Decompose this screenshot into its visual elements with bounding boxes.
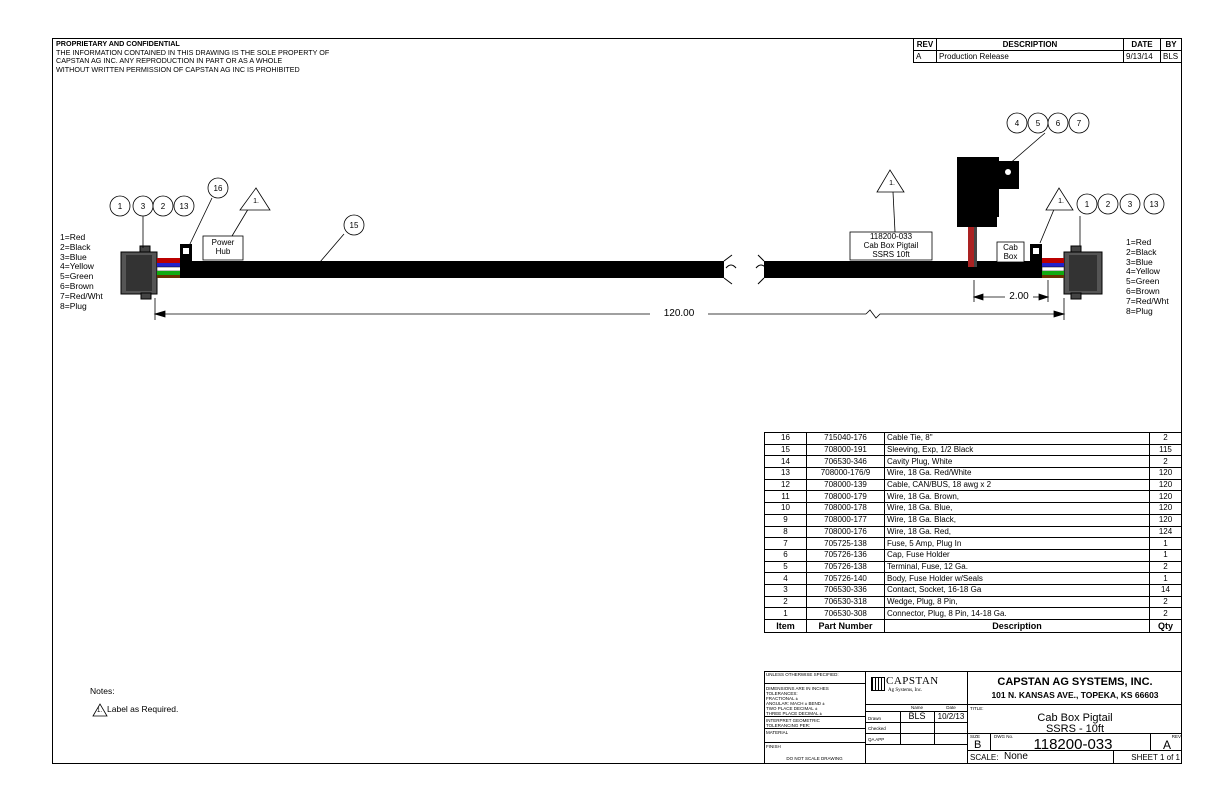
bom-description: Wire, 18 Ga. Red/White [885, 468, 1150, 480]
legend-item: 4=Yellow [1126, 266, 1160, 277]
bom-header-item: Item [765, 620, 807, 633]
scale-value: None [1004, 751, 1028, 762]
approval-grid [866, 705, 968, 764]
bom-header-part: Part Number [807, 620, 885, 633]
drawn-label: Drawn [868, 716, 882, 721]
bom-item: 13 [765, 468, 807, 480]
balloon-label: 1 [1084, 200, 1090, 209]
bom-description: Body, Fuse Holder w/Seals [885, 573, 1150, 585]
bom-part-number: 705726-136 [807, 549, 885, 561]
bom-description: Cable, CAN/BUS, 18 awg x 2 [885, 479, 1150, 491]
tb-dimensions: DIMENSIONS ARE IN INCHES [766, 686, 829, 691]
bom-row [765, 538, 1182, 550]
note-1 [92, 703, 178, 717]
drawing-title [968, 713, 1182, 735]
dwg-no-area [968, 734, 1182, 751]
tb-fractional: FRACTIONAL ± [766, 696, 799, 701]
legend-item: 5=Green [60, 271, 94, 282]
bom-row [765, 433, 1182, 445]
tb-interpret: INTERPRET GEOMETRIC [766, 718, 820, 723]
bom-part-number: 708000-179 [807, 491, 885, 503]
bom-part-number: 708000-177 [807, 514, 885, 526]
tb-tolerancing: TOLERANCING PER: [764, 723, 865, 729]
legend-item: 2=Black [60, 241, 91, 252]
cab-box-label [997, 243, 1024, 261]
label-line: Cab Box Pigtail [863, 241, 919, 250]
label-line: Power [211, 238, 235, 247]
bom-qty: 2 [1150, 433, 1182, 445]
balloon-label: 5 [1035, 119, 1041, 128]
tb-two-place: TWO PLACE DECIMAL ± [766, 706, 818, 711]
bom-part-number: 706530-308 [807, 608, 885, 620]
bom-item: 12 [765, 479, 807, 491]
title-block [764, 671, 1182, 764]
balloon-label: 2 [1105, 200, 1111, 209]
size-cell [968, 734, 991, 751]
left-pin-legend [60, 233, 103, 311]
break-mark [724, 255, 732, 284]
bom-part-number: 708000-176 [807, 526, 885, 538]
bom-part-number: 708000-191 [807, 444, 885, 456]
bom-item: 8 [765, 526, 807, 538]
proprietary-line: THE INFORMATION CONTAINED IN THIS DRAWING IS THE SOLE PROPERTY OF [56, 47, 330, 57]
sheet-number: SHEET 1 of 1 [1131, 753, 1180, 762]
flag-triangles [240, 170, 1073, 210]
bom-item: 9 [765, 514, 807, 526]
title-line: Cab Box Pigtail [1037, 712, 1113, 724]
bom-qty: 124 [1150, 526, 1182, 538]
bom-description: Wire, 18 Ga. Red, [885, 526, 1150, 538]
rev-header: REV [914, 39, 937, 51]
bom-row [765, 561, 1182, 573]
bom-row [765, 444, 1182, 456]
bom-part-number: 706530-336 [807, 584, 885, 596]
bom-item: 15 [765, 444, 807, 456]
bom-item: 1 [765, 608, 807, 620]
cable-sleeve-right [764, 261, 1055, 278]
bom-description: Cavity Plug, White [885, 456, 1150, 468]
capstan-logo-icon [871, 677, 885, 691]
dimension-120 [155, 280, 1064, 320]
bom-item: 7 [765, 538, 807, 550]
bom-header-row [765, 620, 1182, 633]
legend-item: 3=Blue [1126, 256, 1153, 267]
balloon-label: 6 [1055, 119, 1061, 128]
bom-part-number: 715040-176 [807, 433, 885, 445]
legend-item: 6=Brown [1126, 285, 1160, 296]
company-name: CAPSTAN AG SYSTEMS, INC. [997, 676, 1153, 688]
balloon-label: 13 [1149, 200, 1159, 209]
bom-description: Wire, 18 Ga. Black, [885, 514, 1150, 526]
bom-qty: 2 [1150, 596, 1182, 608]
flag-label: 1. [253, 198, 259, 205]
proprietary-title: PROPRIETARY AND CONFIDENTIAL [56, 39, 180, 48]
bom-qty: 120 [1150, 468, 1182, 480]
bom-part-number: 706530-346 [807, 456, 885, 468]
bom-part-number: 705726-140 [807, 573, 885, 585]
legend-item: 6=Brown [60, 280, 94, 291]
title-label: TITLE: [970, 706, 984, 711]
tb-material: MATERIAL [764, 729, 865, 743]
label-line: 118200-033 [869, 232, 913, 241]
label-line: Hub [215, 247, 231, 256]
legend-item: 3=Blue [60, 251, 87, 262]
bom-row [765, 526, 1182, 538]
dwg-number: 118200-033 [1033, 736, 1113, 753]
bom-description: Cable Tie, 8" [885, 433, 1150, 445]
balloon-label: 3 [140, 202, 146, 211]
bom-description: Wire, 18 Ga. Blue, [885, 503, 1150, 515]
bom-qty: 2 [1150, 561, 1182, 573]
balloon-label: 2 [160, 202, 166, 211]
bom-qty: 1 [1150, 538, 1182, 550]
bom-row [765, 514, 1182, 526]
bom-row [765, 468, 1182, 480]
bom-description: Fuse, 5 Amp, Plug In [885, 538, 1150, 550]
notes-heading: Notes: [90, 686, 115, 696]
right-pin-legend [1126, 238, 1169, 316]
flag-label: 1. [889, 180, 895, 187]
bom-row [765, 549, 1182, 561]
power-hub-label [203, 238, 243, 256]
rev-label: REV [1171, 734, 1181, 739]
break-mark [758, 255, 764, 284]
name-header: Name [910, 705, 923, 710]
bom-item: 14 [765, 456, 807, 468]
bom-description: Terminal, Fuse, 12 Ga. [885, 561, 1150, 573]
bom-part-number: 705726-138 [807, 561, 885, 573]
leader-lines [143, 133, 1080, 262]
dimension-length-label: 120.00 [663, 308, 695, 319]
balloon-label: 16 [213, 184, 223, 193]
legend-item: 8=Plug [1126, 305, 1153, 316]
bom-row [765, 608, 1182, 620]
logo-area [866, 671, 968, 705]
rev-value-tb: A [1162, 738, 1171, 752]
tb-tolerances: TOLERANCES: [766, 691, 798, 696]
bom-part-number: 708000-176/9 [807, 468, 885, 480]
label-line: Cab [1003, 243, 1018, 252]
bom-item: 10 [765, 503, 807, 515]
bom-item: 3 [765, 584, 807, 596]
bom-row [765, 456, 1182, 468]
qa-label: QA APP [868, 737, 885, 742]
bom-qty: 2 [1150, 608, 1182, 620]
drawn-date: 10/2/13 [937, 712, 965, 721]
size-value: B [974, 739, 982, 751]
cable-sleeve-left [186, 261, 724, 278]
rev-cell [1150, 734, 1183, 751]
bom-part-number: 706530-318 [807, 596, 885, 608]
legend-item: 5=Green [1126, 276, 1160, 287]
title-line: SSRS - 10ft [1045, 723, 1105, 735]
bom-item: 6 [765, 549, 807, 561]
scale-area [968, 751, 1182, 764]
date-header: DATE [1124, 39, 1161, 51]
bom-description: Contact, Socket, 16-18 Ga [885, 584, 1150, 596]
bill-of-materials [764, 432, 1182, 633]
bom-part-number: 708000-139 [807, 479, 885, 491]
flag-label: 1. [1058, 198, 1064, 205]
tb-do-not-scale: DO NOT SCALE DRAWING [786, 756, 843, 761]
bom-item: 5 [765, 561, 807, 573]
bom-item: 11 [765, 491, 807, 503]
balloon-label: 13 [179, 202, 189, 211]
legend-item: 8=Plug [60, 300, 87, 311]
bom-row [765, 573, 1182, 585]
balloon-label: 3 [1127, 200, 1133, 209]
company-address: 101 N. KANSAS AVE., TOPEKA, KS 66603 [991, 690, 1159, 700]
checked-label: Checked [868, 726, 886, 731]
company-area [968, 671, 1182, 705]
title-area [968, 705, 1182, 734]
tb-unless: UNLESS OTHERWISE SPECIFIED: [764, 671, 865, 684]
bom-row [765, 479, 1182, 491]
scale-label: SCALE: [970, 753, 999, 762]
tb-three-place: THREE PLACE DECIMAL ± [764, 711, 865, 717]
legend-item: 1=Red [1126, 237, 1152, 247]
bom-description: Sleeving, Exp, 1/2 Black [885, 444, 1150, 456]
bom-row [765, 503, 1182, 515]
bom-qty: 120 [1150, 503, 1182, 515]
bom-row [765, 491, 1182, 503]
bom-qty: 120 [1150, 514, 1182, 526]
bom-item: 16 [765, 433, 807, 445]
balloon-label: 4 [1014, 119, 1020, 128]
proprietary-line: CAPSTAN AG INC. ANY REPRODUCTION IN PART OR AS A WHOLE [56, 56, 283, 66]
dwg-label: DWG No. [994, 734, 1014, 739]
proprietary-line: WITHOUT WRITTEN PERMISSION OF CAPSTAN AG INC IS PROHIBITED [56, 64, 300, 74]
bom-description: Wedge, Plug, 8 Pin, [885, 596, 1150, 608]
bom-qty: 1 [1150, 549, 1182, 561]
balloon-label: 1 [117, 202, 123, 211]
bom-row [765, 596, 1182, 608]
bom-description: Cap, Fuse Holder [885, 549, 1150, 561]
rev-date: 9/13/14 [1124, 51, 1161, 63]
tolerance-panel [764, 671, 866, 764]
balloon-label: 15 [349, 221, 359, 230]
legend-item: 7=Red/Wht [60, 290, 103, 301]
rev-description: Production Release [937, 51, 1124, 63]
dimension-end-label: 2.00 [1009, 291, 1029, 302]
size-label: SIZE [970, 734, 981, 739]
logo-subtext: Ag Systems, Inc. [888, 688, 923, 693]
label-line: Box [1003, 252, 1018, 261]
bom-header-description: Description [885, 620, 1150, 633]
legend-item: 7=Red/Wht [1126, 295, 1169, 306]
rev-value: A [914, 51, 937, 63]
bom-qty: 14 [1150, 584, 1182, 596]
drawn-name: BLS [908, 711, 926, 721]
right-connector [1030, 244, 1102, 299]
left-connector [121, 244, 192, 299]
legend-item: 4=Yellow [60, 261, 94, 272]
rev-by: BLS [1161, 51, 1182, 63]
description-header: DESCRIPTION [937, 39, 1124, 51]
bom-row [765, 584, 1182, 596]
legend-item: 1=Red [60, 232, 86, 242]
note-flag-label: 1. [97, 708, 103, 715]
logo-text: CAPSTAN [886, 675, 939, 687]
bom-qty: 1 [1150, 573, 1182, 585]
bom-description: Wire, 18 Ga. Brown, [885, 491, 1150, 503]
bom-part-number: 705725-138 [807, 538, 885, 550]
bom-description: Connector, Plug, 8 Pin, 14-18 Ga. [885, 608, 1150, 620]
bom-qty: 115 [1150, 444, 1182, 456]
bom-qty: 2 [1150, 456, 1182, 468]
bom-item: 2 [765, 596, 807, 608]
pigtail-label [850, 232, 932, 259]
date-header: Date [946, 705, 956, 710]
note-text: Label as Required. [107, 704, 179, 715]
tb-finish: FINISH [766, 744, 781, 749]
bom-item: 4 [765, 573, 807, 585]
legend-item: 2=Black [1126, 246, 1157, 257]
bom-qty: 120 [1150, 491, 1182, 503]
tb-angular: ANGULAR: MACH ± BEND ± [766, 701, 825, 706]
label-line: SSRS 10ft [872, 250, 910, 259]
bom-qty: 120 [1150, 479, 1182, 491]
bom-header-qty: Qty [1150, 620, 1182, 633]
by-header: BY [1161, 39, 1182, 51]
bom-part-number: 708000-178 [807, 503, 885, 515]
balloon-label: 7 [1076, 119, 1082, 128]
